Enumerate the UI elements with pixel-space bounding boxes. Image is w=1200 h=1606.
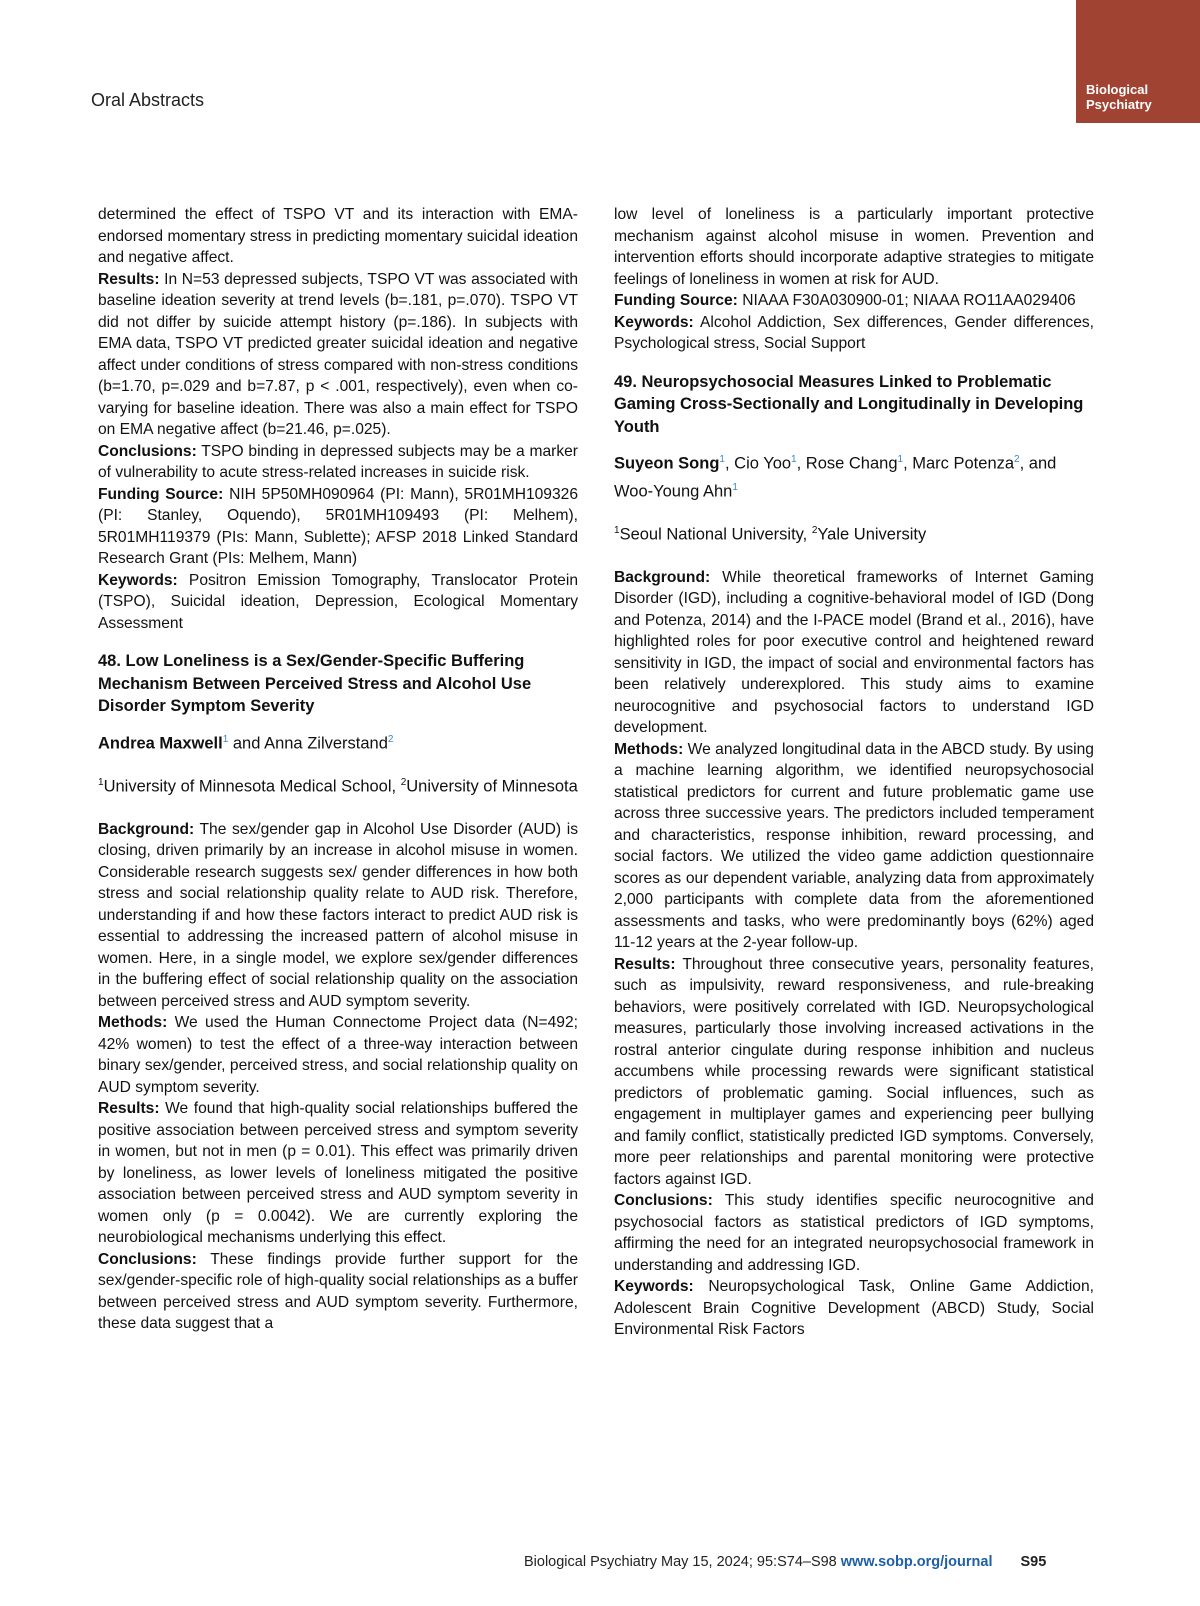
funding-paragraph-right: Funding Source: NIAAA F30A030900-01; NIAAA RO11AA029406: [614, 292, 1076, 309]
abstract-49-affiliations: $^1$Seoul National University, $^2$Yale University: [614, 525, 927, 544]
keywords-label: Keywords:: [98, 571, 178, 589]
page-number: S95: [1020, 1554, 1047, 1570]
abstract-49-background: Background: While theoretical frameworks of Internet Gaming Disorder (IGD), including a cognitive-behavioral model of IGD (Dong and Potenza, 2014) and the I-PACE model (Brand et al., 2016), have highlighted roles for poor executive control and heightened reward sensitivity in IGD, the impact of social and environmental factors has been relatively underexplored. This study aims to examine neurocognitive and psychosocial factors to understand IGD development.: [614, 568, 1094, 736]
right-column: [614, 204, 1094, 1341]
abstract-49-keywords: Keywords: Neuropsychological Task, Online Game Addiction, Adolescent Brain Cognitive Development (ABCD) Study, Social Environmental Risk Factors: [614, 1278, 1094, 1338]
section-header: Oral Abstracts: [91, 90, 205, 110]
abstract-49-conclusions: Conclusions: This study identifies specific neurocognitive and psychosocial factors as statistical predictors of IGD symptoms, affirming the need for an integrated neuropsychosocial framework in understanding and addressing IGD.: [614, 1192, 1094, 1274]
left-column: [98, 204, 578, 1335]
results-label: Results:: [98, 270, 160, 288]
footer-citation: Biological Psychiatry May 15, 2024; 95:S74–S98: [524, 1554, 841, 1570]
abstract-49-results: Results: Throughout three consecutive years, personality features, such as impulsivity, reward responsiveness, and rule-breaking behaviors, were positively correlated with IGD. Neuropsychological measures, particularly those involving increased activations in the rostral anterior cingulate during response inhibition and nucleus accumbens while processing rewards were significant statistical predictors of problematic gaming. Social influences, such as engagement in multiplayer games and experiencing peer bullying and family conflict, statistically predicted IGD symptoms. Conversely, more peer relationships and parental monitoring were protective factors against IGD.: [614, 955, 1094, 1188]
abstract-49-authors: Suyeon Song$^1$, Cio Yoo$^1$, Rose Chang$^1$, Marc Potenza$^2$, and Woo-Young Ahn$^1$: [614, 454, 1057, 500]
abstract-48-background: Background: The sex/gender gap in Alcohol Use Disorder (AUD) is closing, driven primarily by an increase in alcohol misuse in women. Considerable research suggests sex/ gender differences in how both stress and social relationship quality relate to AUD risk. Therefore, understanding if and how these factors interact to predict AUD risk is essential to addressing the increased pattern of alcohol misuse in women. Here, in a single model, we explore sex/gender differences in the buffering effect of social relationship quality on the association between perceived stress and AUD symptom severity.: [98, 820, 578, 1010]
abstract-48-title: 48. Low Loneliness is a Sex/Gender-Specific Buffering Mechanism Between Perceived Stress and Alcohol Use Disorder Symptom Severity: [98, 652, 532, 715]
abstract-48-affiliations: $^1$University of Minnesota Medical School, $^2$University of Minnesota: [98, 777, 578, 796]
abstract-48-authors: Andrea Maxwell$^1$ and Anna Zilverstand$^2$: [98, 733, 394, 752]
keywords-paragraph: Keywords: Positron Emission Tomography, Translocator Protein (TSPO), Suicidal ideation, Depression, Ecological Momentary Assessment: [98, 571, 578, 632]
conclusions-label: Conclusions:: [98, 442, 197, 460]
continued-text: determined the effect of TSPO VT and its interaction with EMA-endorsed momentary stress in predicting momentary suicidal ideation and negative affect.: [98, 206, 578, 266]
journal-badge: [1076, 0, 1200, 123]
abstract-49-title: 49. Neuropsychosocial Measures Linked to Problematic Gaming Cross-Sectionally and Longitudinally in Developing Youth: [614, 372, 1084, 436]
abstract-48-methods: Methods: We used the Human Connectome Project data (N=492; 42% women) to test the effect of a three-way interaction between binary sex/gender, perceived stress, and social relationship quality on AUD symptom severity.: [98, 1014, 578, 1096]
journal-name-line2: Psychiatry: [1086, 97, 1152, 112]
keywords-paragraph-right: Keywords: Alcohol Addiction, Sex differences, Gender differences, Psychological stress, Social Support: [614, 313, 1094, 352]
funding-paragraph: Funding Source: NIH 5P50MH090964 (PI: Mann), 5R01MH109326 (PI: Stanley, Oquendo), 5R01MH109493 (PI: Melhem), 5R01MH119379 (PIs: Mann, Sublette); AFSP 2018 Linked Standard Research Grant (PIs: Melhem, Mann): [98, 485, 578, 567]
results-paragraph: Results: In N=53 depressed subjects, TSPO VT was associated with baseline ideation severity at trend levels (b=.181, p=.070). TSPO VT did not differ by suicide attempt history (p=.186). In subjects with EMA data, TSPO VT predicted greater suicidal ideation and negative affect under conditions of stress compared with non-stress conditions (b=1.70, p=.029 and b=7.87, p < .001, respectively), even when co-varying for baseline ideation. There was also a main effect for TSPO on EMA negative affect (b=21.46, p=.025).: [98, 270, 578, 438]
journal-name-line1: Biological: [1086, 82, 1149, 97]
abstract-49-methods: Methods: We analyzed longitudinal data in the ABCD study. By using a machine learning algorithm, we identified neuropsychosocial statistical predictors for current and future problematic game use across three successive years. The predictors included temperament and characteristics, response inhibition, reward processing, and social factors. We utilized the video game addiction questionnaire scores as our dependent variable, analyzing data from approximately 2,000 participants with complete data from the aforementioned assessments and tasks, who were predominantly boys (62%) aged 11-12 years at the 2-year follow-up.: [614, 740, 1094, 951]
abstract-48-results: Results: We found that high-quality social relationships buffered the positive association between perceived stress and symptom severity in women, but not in men (p = 0.01). This effect was primarily driven by loneliness, as lower levels of loneliness mitigated the positive association between perceived stress and AUD symptom severity in women only (p = 0.0042). We are currently exploring the neurobiological mechanisms underlying this effect.: [98, 1100, 578, 1246]
continued-text-right: low level of loneliness is a particularly important protective mechanism against alcohol misuse in women. Prevention and intervention efforts should incorporate adaptive strategies to mitigate feelings of loneliness in women at risk for AUD.: [614, 206, 1094, 288]
journal-link[interactable]: www.sobp.org/journal: [840, 1554, 993, 1570]
conclusions-paragraph: Conclusions: TSPO binding in depressed subjects may be a marker of vulnerability to acute stress-related increases in suicide risk.: [98, 442, 578, 481]
page-footer: [524, 1554, 1046, 1570]
abstract-48-conclusions: Conclusions: These findings provide further support for the sex/gender-specific role of high-quality social relationships as a buffer between perceived stress and AUD symptom severity. Furthermore, these data suggest that a: [98, 1250, 578, 1332]
funding-label: Funding Source:: [98, 485, 224, 503]
